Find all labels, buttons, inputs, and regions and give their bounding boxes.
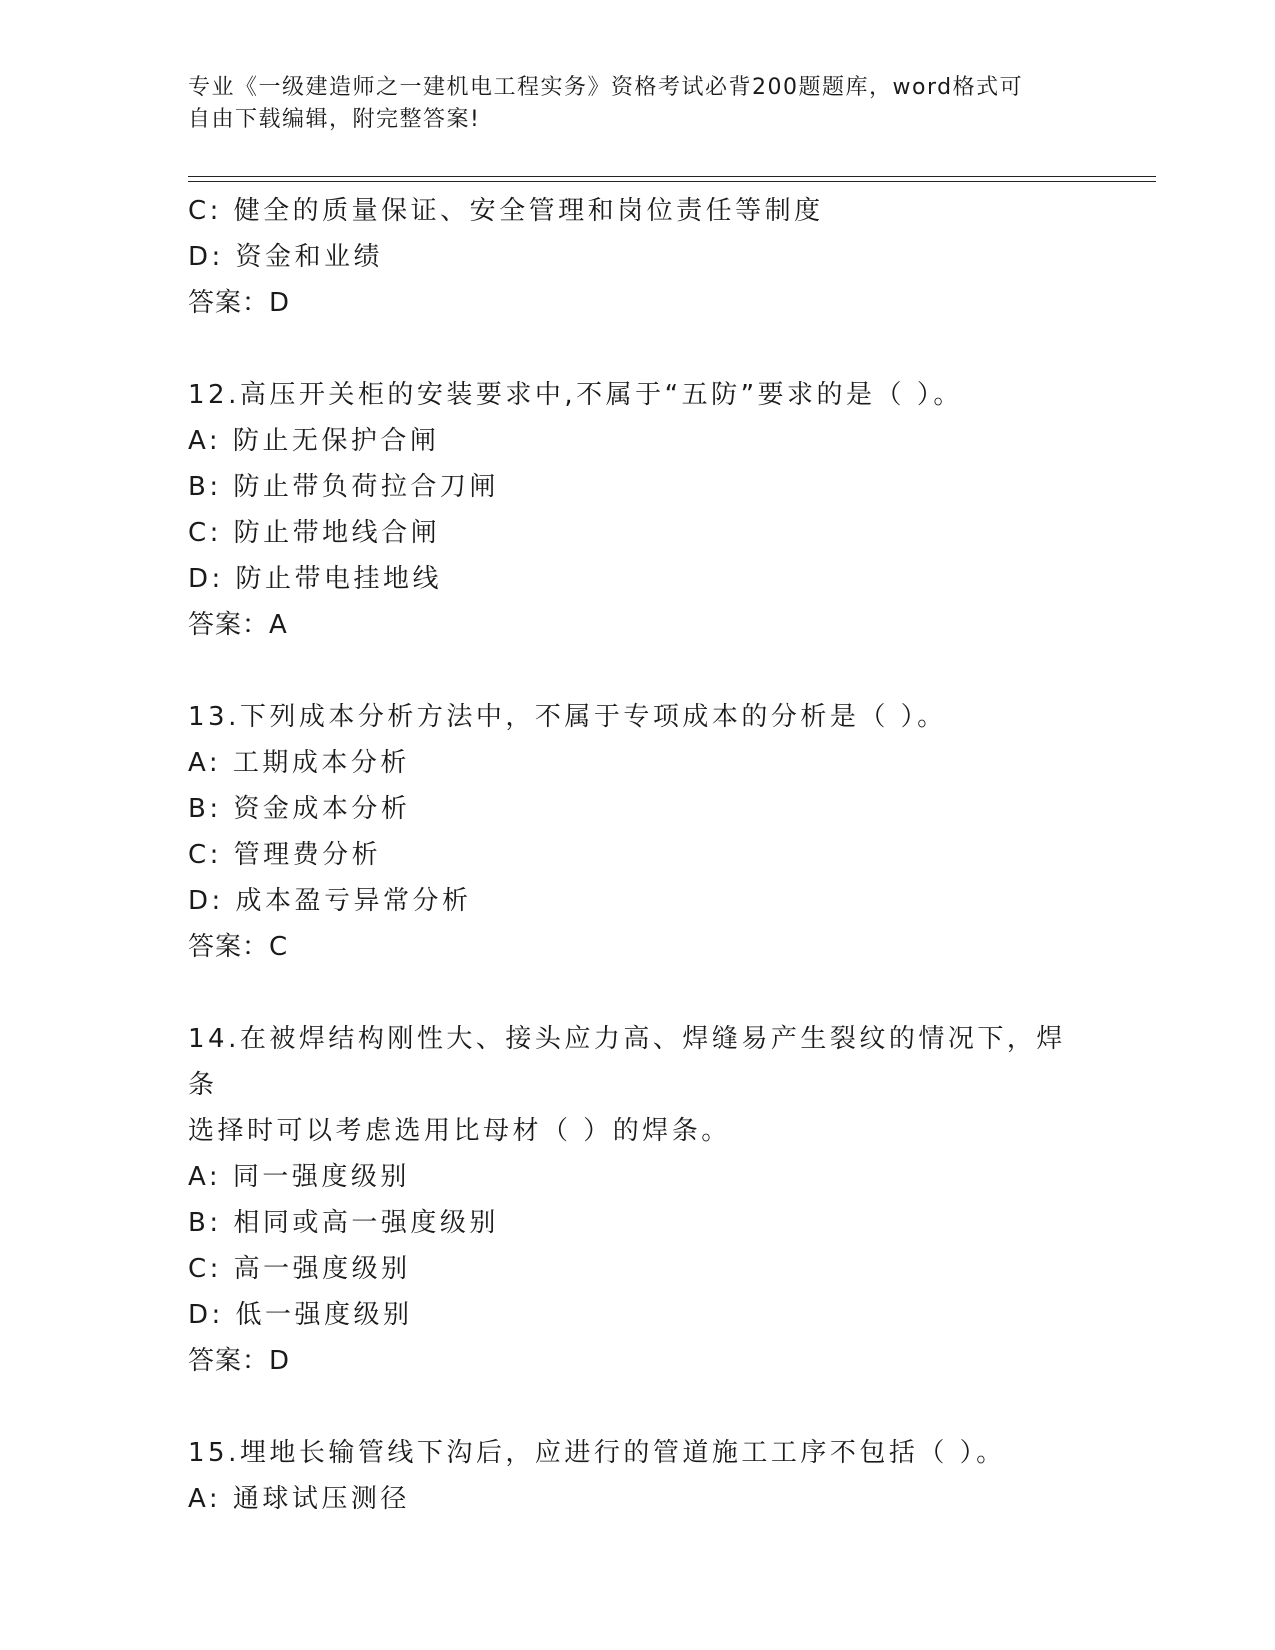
- question-12: [188, 372, 1088, 648]
- option-a: A: 防止无保护合闸: [188, 426, 440, 456]
- header-divider: [188, 176, 1156, 182]
- answer-line: 答案：D: [188, 288, 291, 318]
- question-13: [188, 694, 1088, 970]
- option-d: D: 低一强度级别: [188, 1300, 413, 1330]
- option-c: C: 防止带地线合闸: [188, 518, 441, 548]
- answer-line: 答案：C: [188, 932, 289, 962]
- option-c: C: 高一强度级别: [188, 1254, 411, 1284]
- option-b: B: 相同或高一强度级别: [188, 1208, 499, 1238]
- option-a: A: 通球试压测径: [188, 1484, 410, 1514]
- question-14: [188, 1016, 1088, 1384]
- question-text: 12.高压开关柜的安装要求中,不属于“五防”要求的是（ ）。: [188, 380, 963, 410]
- option-d: D: 成本盈亏异常分析: [188, 886, 472, 916]
- option-a: A: 工期成本分析: [188, 748, 410, 778]
- question-text-line-1: 14.在被焊结构刚性大、接头应力高、焊缝易产生裂纹的情况下，焊条: [188, 1024, 1066, 1100]
- question-text-line-2: 选择时可以考虑选用比母材（ ）的焊条。: [188, 1116, 731, 1146]
- option-b: B: 防止带负荷拉合刀闸: [188, 472, 499, 502]
- option-c: C: 健全的质量保证、安全管理和岗位责任等制度: [188, 196, 824, 226]
- document-header: [188, 72, 1088, 136]
- question-11-continued: [188, 188, 1088, 326]
- answer-line: 答案：A: [188, 610, 288, 640]
- option-d: D: 防止带电挂地线: [188, 564, 443, 594]
- option-b: B: 资金成本分析: [188, 794, 411, 824]
- option-a: A: 同一强度级别: [188, 1162, 410, 1192]
- option-d: D: 资金和业绩: [188, 242, 384, 272]
- header-line-2: 自由下载编辑，附完整答案!: [188, 107, 481, 132]
- question-15: [188, 1430, 1088, 1522]
- question-text: 15.埋地长输管线下沟后，应进行的管道施工工序不包括（ ）。: [188, 1438, 1006, 1468]
- option-c: C: 管理费分析: [188, 840, 382, 870]
- question-text: 13.下列成本分析方法中，不属于专项成本的分析是（ ）。: [188, 702, 947, 732]
- question-list: [188, 188, 1088, 1522]
- answer-line: 答案：D: [188, 1346, 291, 1376]
- header-line-1: 专业《一级建造师之一建机电工程实务》资格考试必背200题题库，word格式可: [188, 75, 1024, 100]
